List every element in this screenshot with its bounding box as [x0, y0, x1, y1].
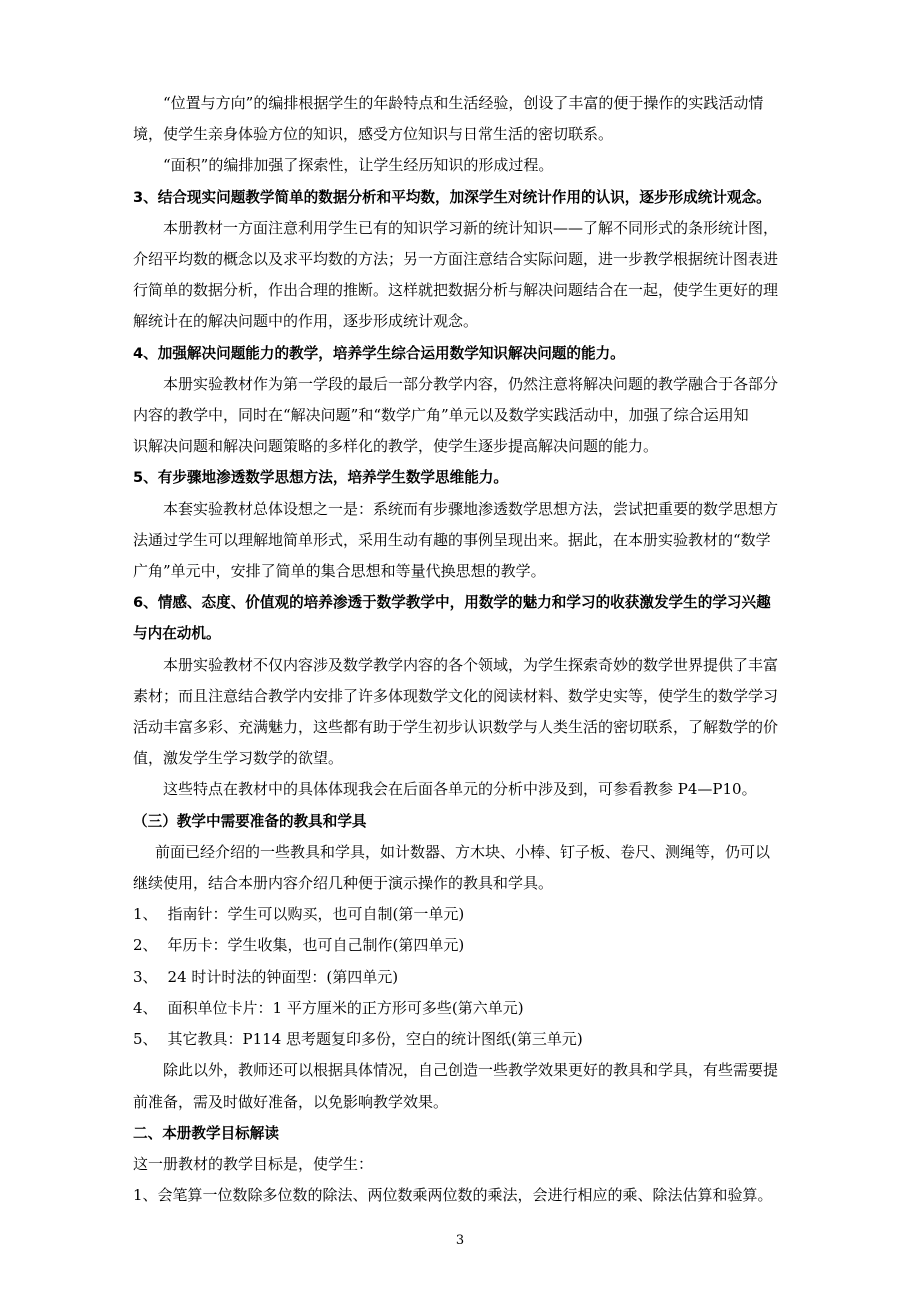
list-text: 年历卡：学生收集，也可自己制作(第四单元) — [167, 936, 465, 955]
list-text: 其它教具：P114 思考题复印多份，空白的统计图纸(第三单元) — [167, 1030, 583, 1049]
paragraph-line: 1、会笔算一位数除多位数的除法、两位数乘两位数的乘法，会进行相应的乘、除法估算和验算。 — [133, 1186, 773, 1205]
paragraph-line: 本册实验教材作为第一学段的最后一部分教学内容，仍然注意将解决问题的教学融合于各部分 — [163, 374, 779, 393]
section-heading: 与内在动机。 — [133, 625, 221, 643]
section-heading: 5、有步骤地渗透数学思想方法，培养学生数学思维能力。 — [133, 469, 509, 487]
paragraph-line: 值，激发学生学习数学的欲望。 — [133, 749, 344, 768]
paragraph-line: 介绍平均数的概念以及求平均数的方法；另一方面注意结合实际问题，进一步教学根据统计图表进 — [133, 250, 779, 269]
paragraph-line: “位置与方向”的编排根据学生的年龄特点和生活经验，创设了丰富的便于操作的实践活动情 — [163, 94, 764, 112]
paragraph-line: 内容的教学中，同时在“解决问题”和“数学广角”单元以及数学实践活动中，加强了综合运用知 — [133, 406, 749, 425]
paragraph-line: 素材；而且注意结合教学内安排了许多体现数学文化的阅读材料、数学史实等，使学生的数学学习 — [133, 686, 779, 705]
list-number: 2、 — [133, 936, 158, 955]
paragraph-line: 本册教材一方面注意利用学生已有的知识学习新的统计知识——了解不同形式的条形统计图， — [163, 218, 779, 237]
paragraph-line: 识解决问题和解决问题策略的多样化的教学，使学生逐步提高解决问题的能力。 — [133, 437, 659, 456]
list-text: 24 时计时法的钟面型：(第四单元) — [167, 967, 399, 986]
paragraph-line: “面积”的编排加强了探索性，让学生经历知识的形成过程。 — [163, 156, 554, 175]
list-text: 指南针：学生可以购买，也可自制(第一单元) — [167, 905, 465, 924]
list-item — [133, 993, 815, 1024]
subsection-heading: （三）教学中需要准备的教具和学具 — [133, 812, 367, 830]
paragraph-line: 广角”单元中，安排了简单的集合思想和等量代换思想的教学。 — [133, 562, 546, 581]
section-heading: 4、加强解决问题能力的教学，培养学生综合运用数学知识解决问题的能力。 — [133, 344, 625, 362]
paragraph-line: 行简单的数据分析，作出合理的推断。这样就把数据分析与解决问题结合在一起，使学生更好的理 — [133, 281, 779, 300]
list-text: 面积单位卡片：1 平方厘米的正方形可多些(第六单元) — [167, 998, 524, 1017]
paragraph-line: 本册实验教材不仅内容涉及数学教学内容的各个领域，为学生探索奇妙的数学世界提供了丰富 — [163, 655, 779, 674]
paragraph-line: 前面已经介绍的一些教具和学具，如计数器、方木块、小棒、钉子板、卷尺、测绳等，仍可以 — [155, 842, 771, 861]
chapter-heading: 二、本册教学目标解读 — [133, 1124, 279, 1142]
list-item — [133, 930, 815, 961]
document-page — [133, 88, 815, 1211]
list-item — [133, 1024, 815, 1055]
list-number: 5、 — [133, 1030, 158, 1049]
paragraph-line: 前准备，需及时做好准备，以免影响教学效果。 — [133, 1092, 449, 1111]
paragraph-line: 这一册教材的教学目标是，使学生： — [133, 1154, 374, 1173]
list-item — [133, 899, 815, 930]
section-heading: 6、情感、态度、价值观的培养渗透于数学教学中，用数学的魅力和学习的收获激发学生的学习兴趣 — [133, 594, 771, 612]
paragraph-line: 继续使用，结合本册内容介绍几种便于演示操作的教具和学具。 — [133, 874, 554, 893]
paragraph-line: 这些特点在教材中的具体体现我会在后面各单元的分析中涉及到，可参看教参 P4—P10。 — [163, 780, 757, 799]
paragraph-line: 除此以外，教师还可以根据具体情况，自己创造一些教学效果更好的教具和学具，有些需要提 — [163, 1061, 779, 1080]
list-number: 4、 — [133, 998, 158, 1017]
paragraph-line: 活动丰富多彩、充满魅力，这些都有助于学生初步认识数学与人类生活的密切联系，了解数学的价 — [133, 718, 779, 737]
paragraph-line: 解统计在的解决问题中的作用，逐步形成统计观念。 — [133, 312, 479, 331]
page-number: 3 — [455, 1233, 465, 1248]
paragraph-line: 法通过学生可以理解地简单形式，采用生动有趣的事例呈现出来。据此，在本册实验教材的“数学 — [133, 530, 771, 549]
list-number: 3、 — [133, 967, 158, 986]
list-number: 1、 — [133, 905, 158, 924]
paragraph-line: 本套实验教材总体设想之一是：系统而有步骤地渗透数学思想方法，尝试把重要的数学思想方 — [163, 499, 779, 518]
paragraph-line: 境，使学生亲身体验方位的知识，感受方位知识与日常生活的密切联系。 — [133, 125, 614, 144]
section-heading: 3、结合现实问题教学简单的数据分析和平均数，加深学生对统计作用的认识，逐步形成统计观念。 — [133, 188, 771, 206]
list-item — [133, 962, 815, 993]
